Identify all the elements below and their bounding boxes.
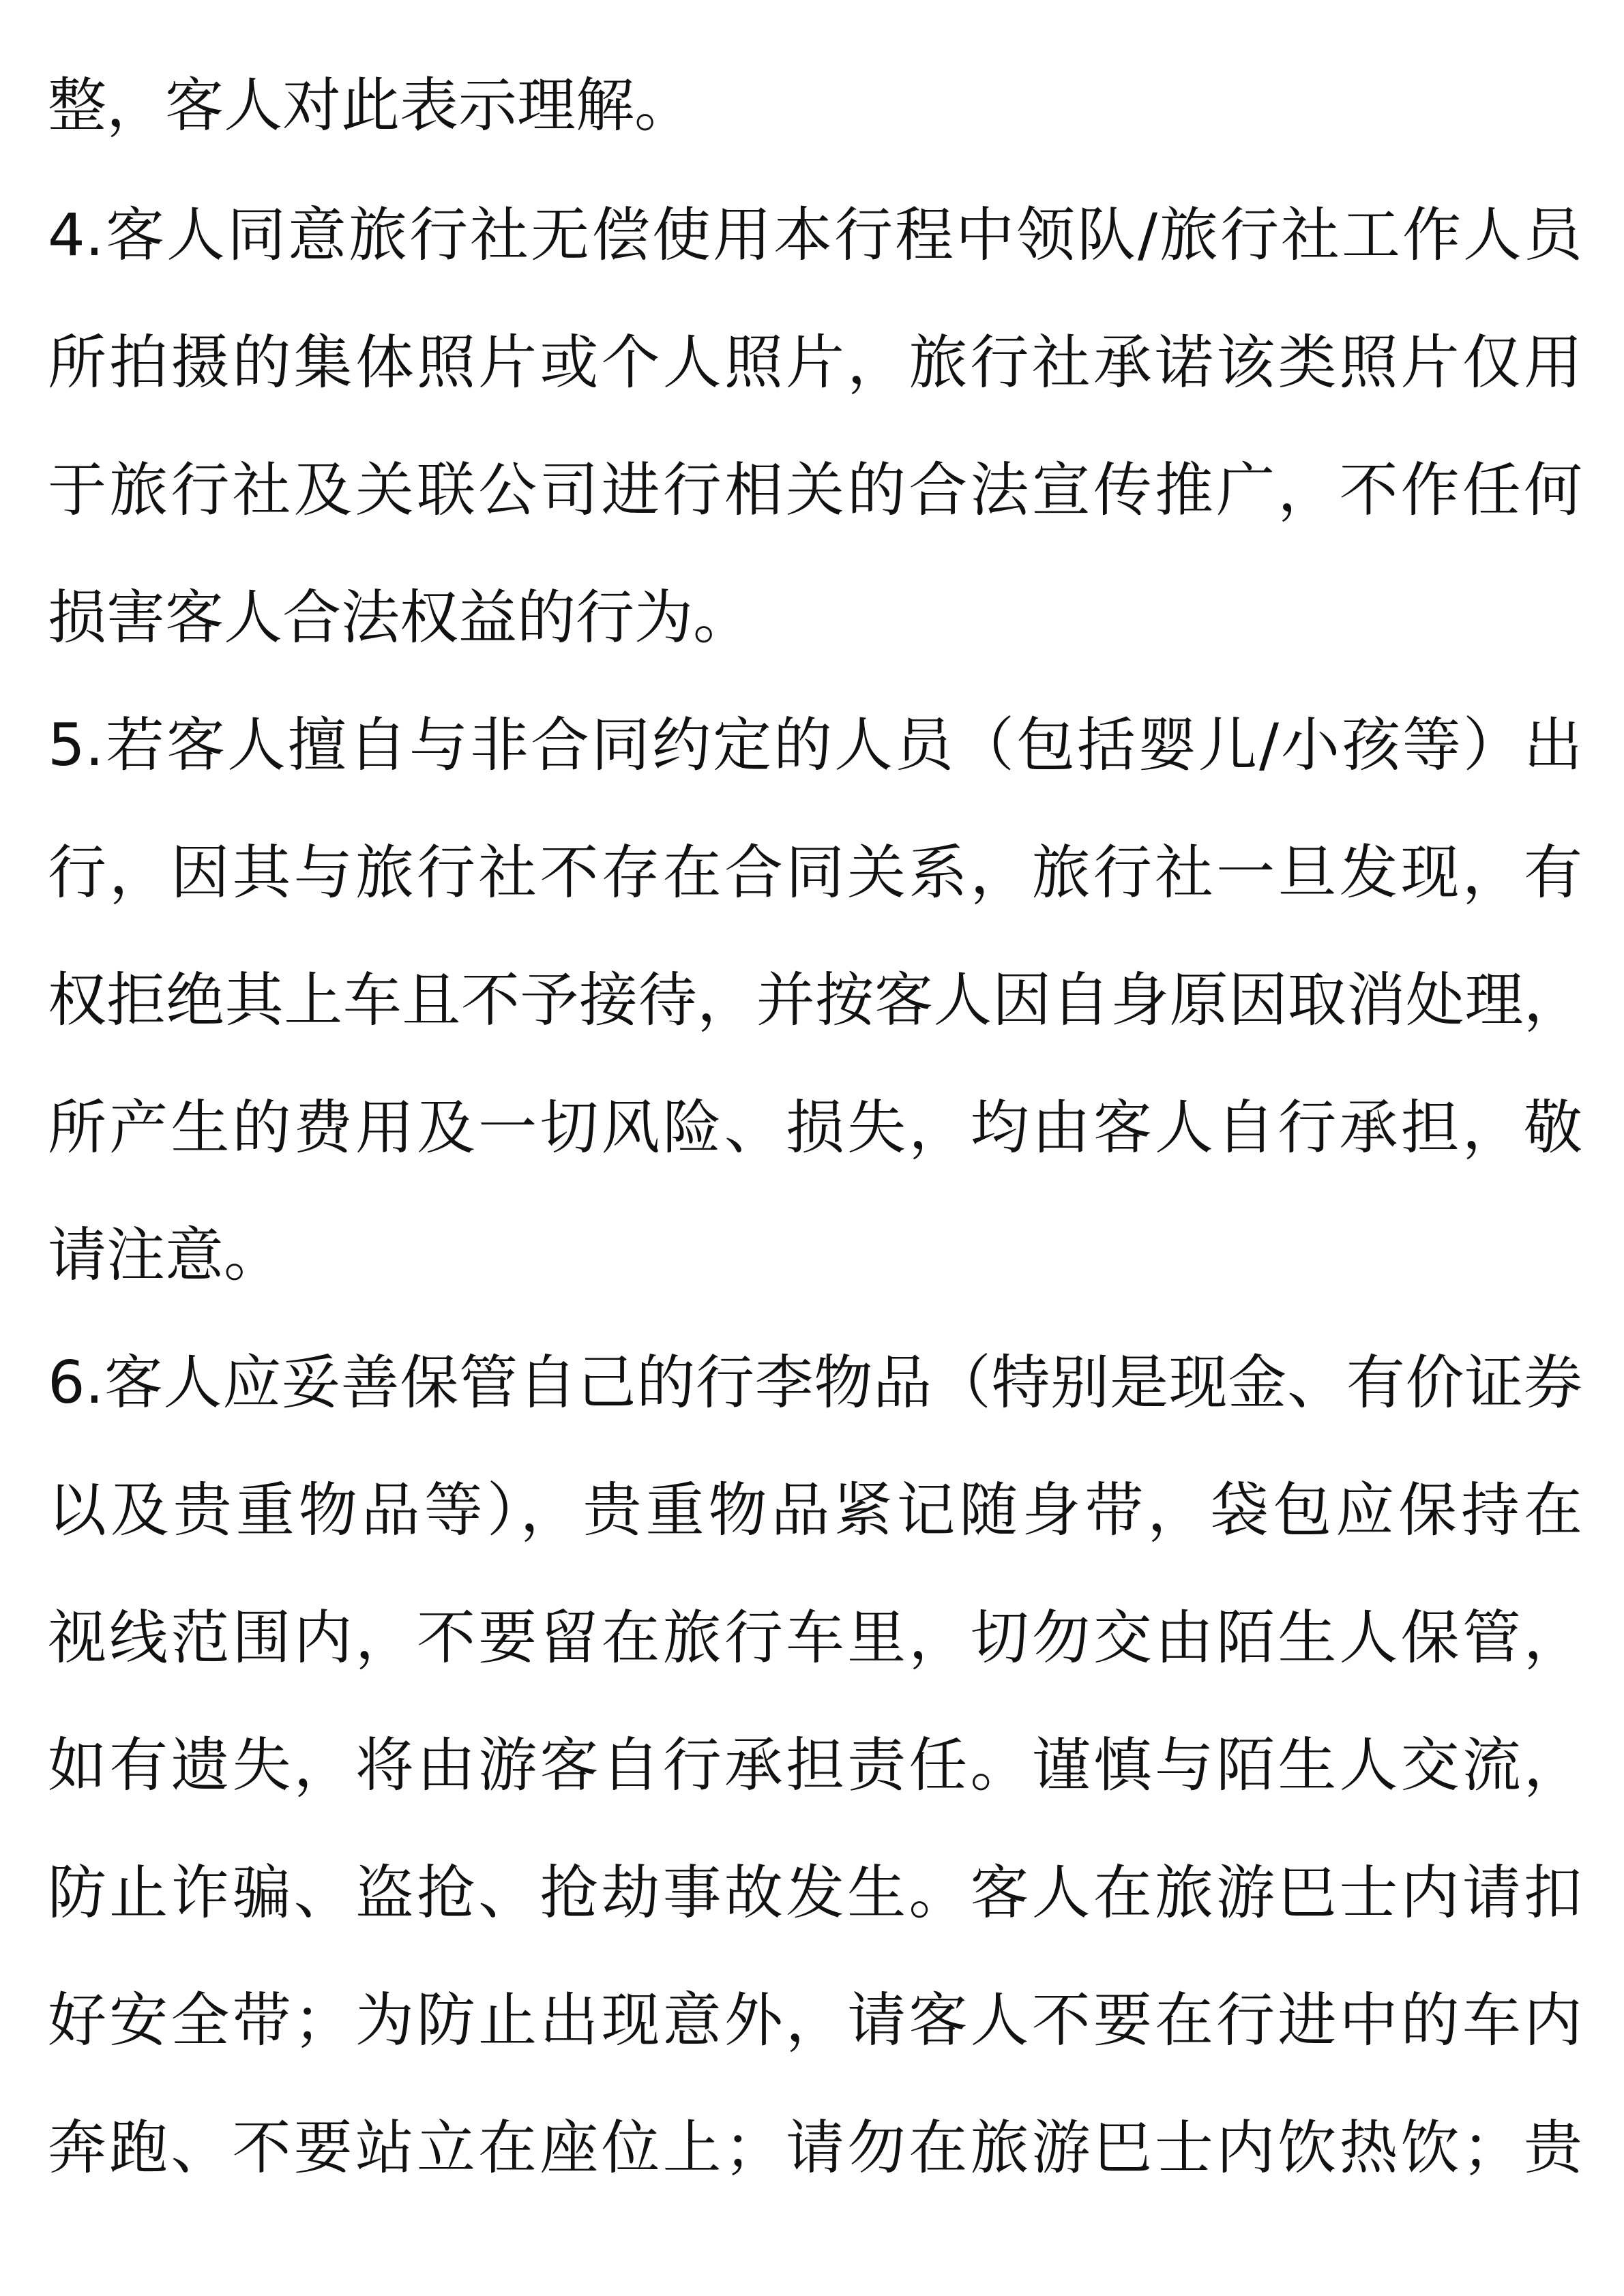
text-line-5: 损害客人合法权益的行为。 (48, 584, 752, 652)
text-line-15: 防止诈骗、盗抢、抢劫事故发生。客人在旅游巴士内请扣 (48, 1859, 1582, 1927)
text-line-10: 请注意。 (48, 1221, 282, 1289)
text-line-13: 视线范围内，不要留在旅行车里，切勿交由陌生人保管， (48, 1604, 1582, 1672)
text-line-4: 于旅行社及关联公司进行相关的合法宣传推广，不作任何 (48, 456, 1582, 524)
text-line-11: 6.客人应妥善保管自己的行李物品（特别是现金、有价证券 (48, 1349, 1582, 1417)
text-line-6: 5.若客人擅自与非合同约定的人员（包括婴儿/小孩等）出 (48, 711, 1582, 779)
text-line-7: 行，因其与旅行社不存在合同关系，旅行社一旦发现，有 (48, 839, 1582, 907)
text-line-9: 所产生的费用及一切风险、损失，均由客人自行承担，敬 (48, 1094, 1582, 1162)
text-line-17: 奔跑、不要站立在座位上；请勿在旅游巴士内饮热饮；贵 (48, 2114, 1582, 2182)
text-line-1: 整，客人对此表示理解。 (48, 72, 693, 140)
text-line-16: 好安全带；为防止出现意外，请客人不要在行进中的车内 (48, 1986, 1582, 2055)
text-line-3: 所拍摄的集体照片或个人照片，旅行社承诺该类照片仅用 (48, 329, 1582, 397)
text-line-12: 以及贵重物品等），贵重物品紧记随身带，袋包应保持在 (48, 1476, 1582, 1545)
text-line-2: 4.客人同意旅行社无偿使用本行程中领队/旅行社工作人员 (48, 201, 1582, 269)
text-line-8: 权拒绝其上车且不予接待，并按客人因自身原因取消处理， (48, 966, 1582, 1034)
text-line-14: 如有遗失，将由游客自行承担责任。谨慎与陌生人交流， (48, 1731, 1582, 1800)
